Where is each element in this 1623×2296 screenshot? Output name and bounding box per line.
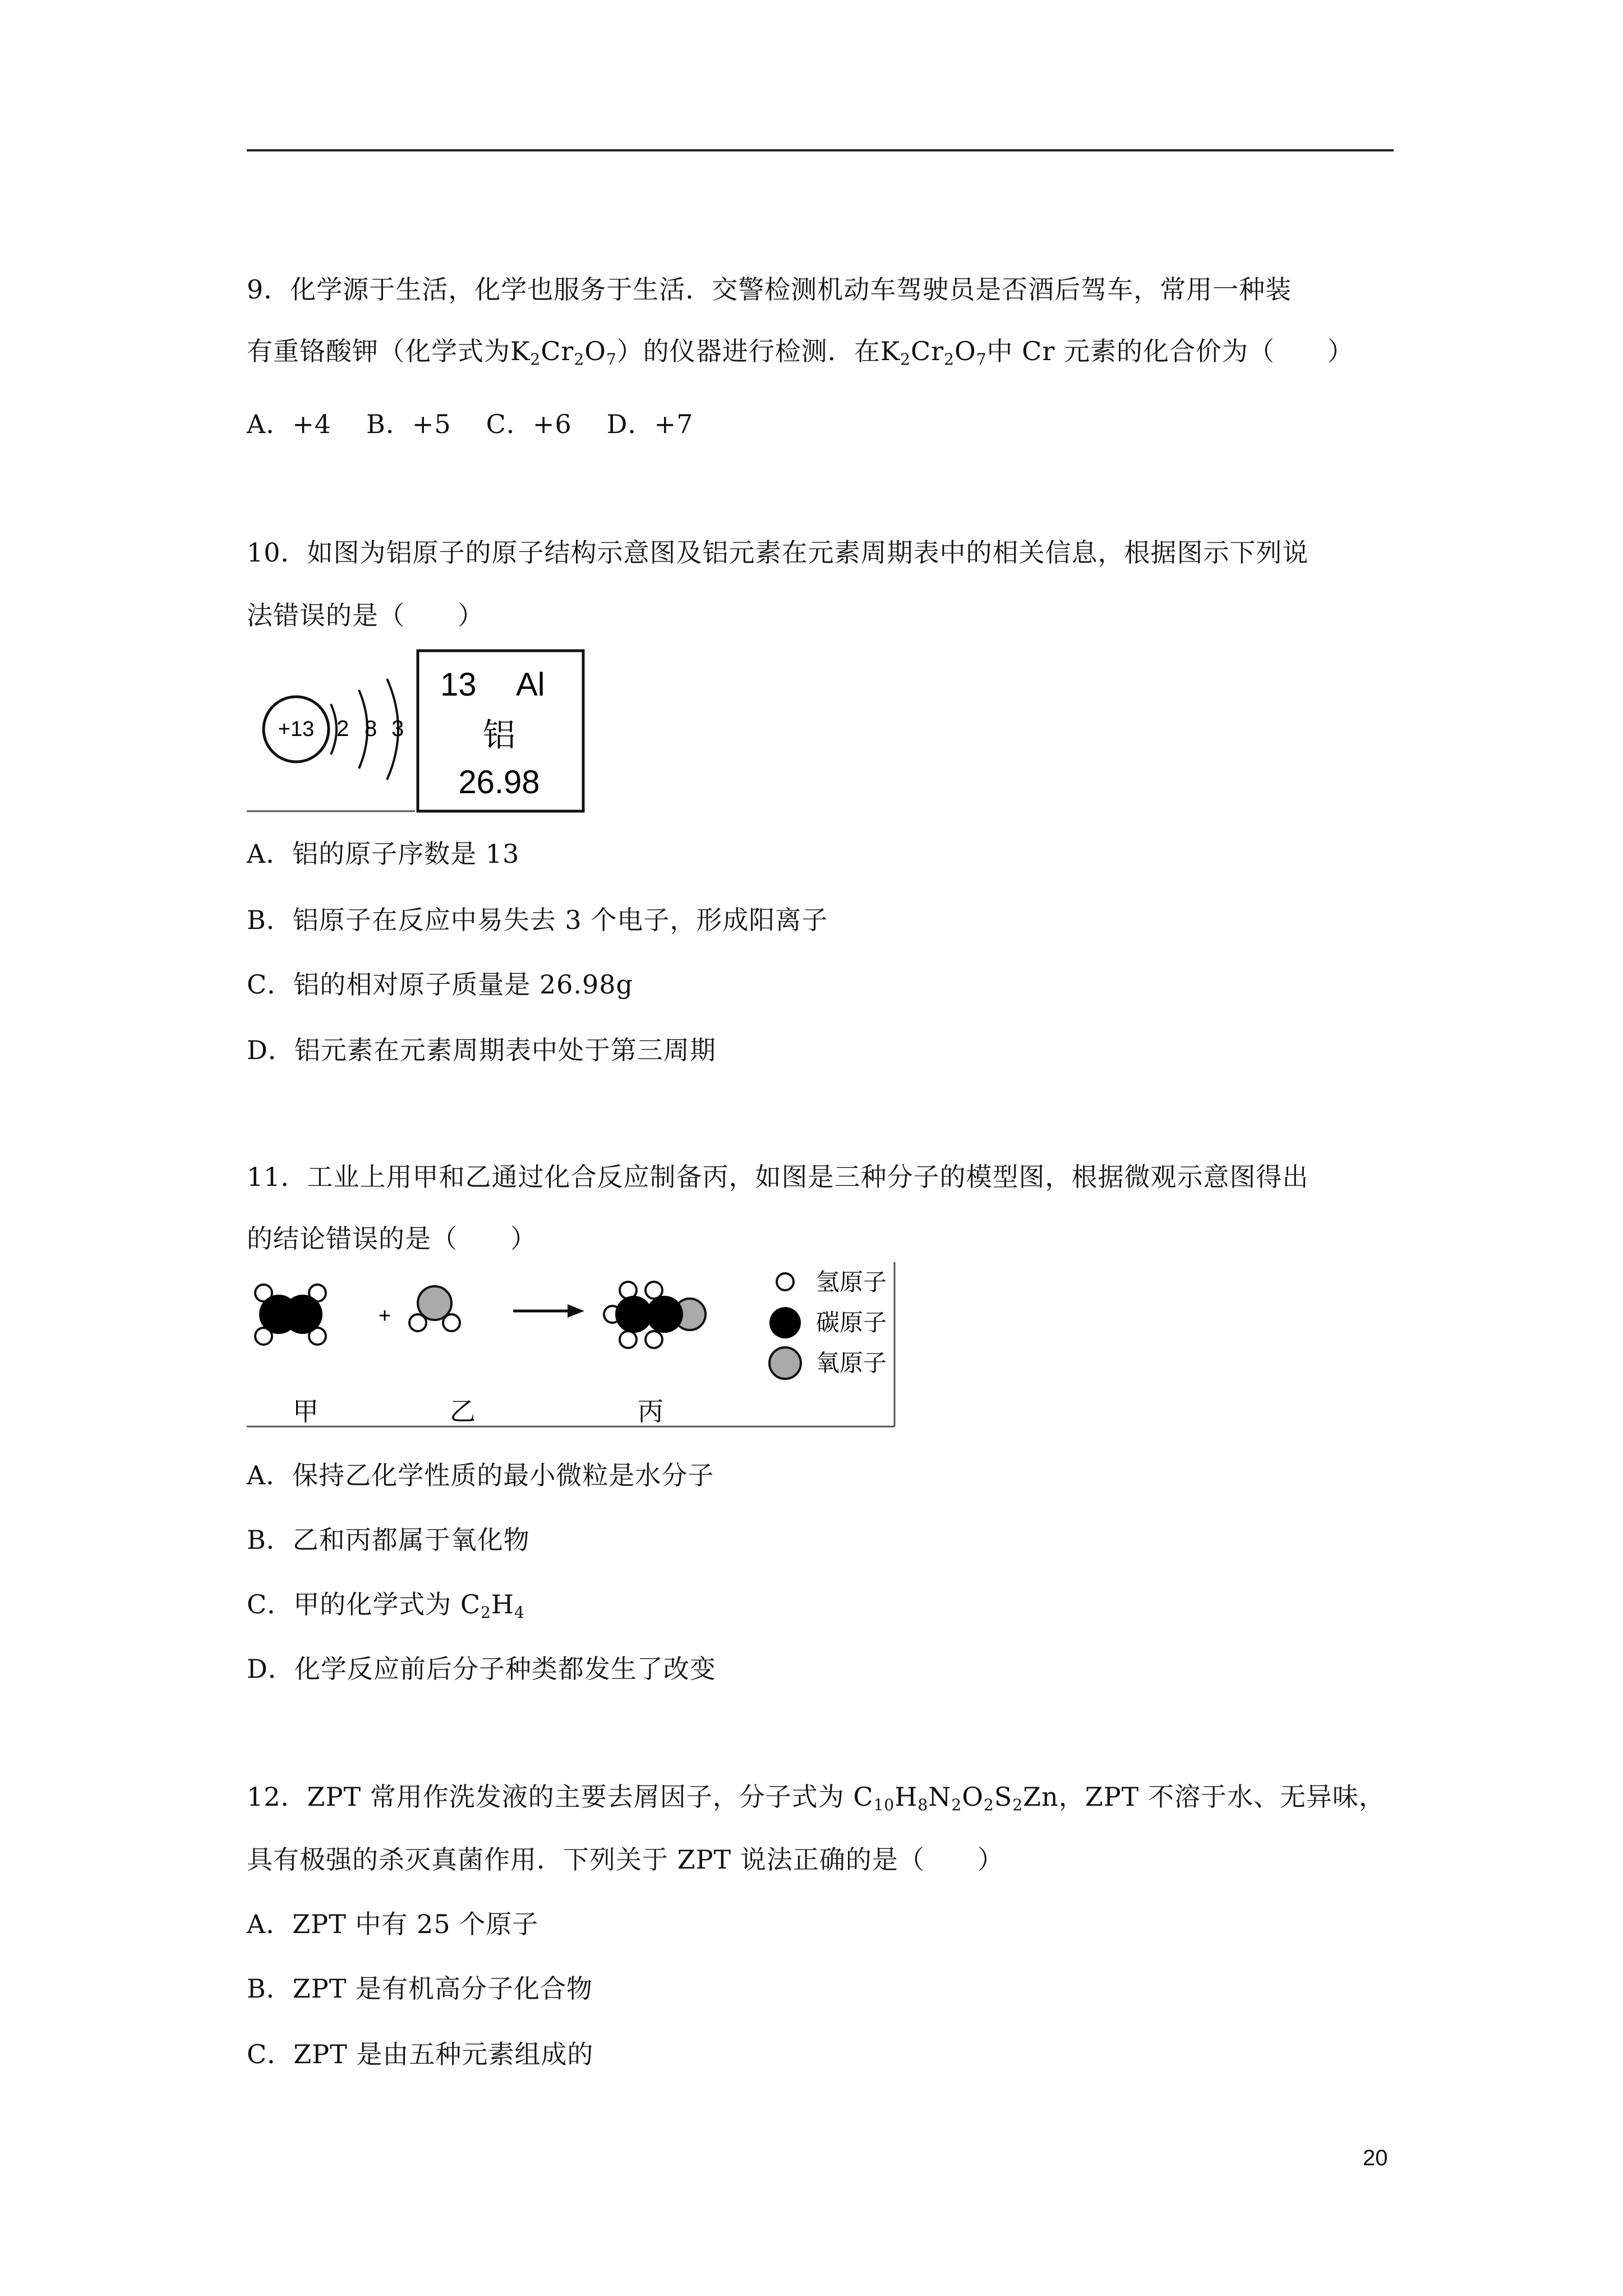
nucleus-charge: +13 (278, 717, 315, 741)
q9-option-c[interactable]: C．+6 (486, 409, 572, 439)
hydrogen-atom (645, 1282, 662, 1299)
q11-option-c[interactable]: C．甲的化学式为 $C_2H_4$ (247, 1589, 525, 1622)
q12-stem-line2: 具有极强的杀灭真菌作用．下列关于 ZPT 说法正确的是（ ） (247, 1844, 1004, 1875)
atomic-number: 13 (440, 666, 477, 703)
q11-option-a[interactable]: A．保持乙化学性质的最小微粒是水分子 (247, 1460, 714, 1490)
q9-option-d[interactable]: D．+7 (606, 409, 694, 439)
q9-option-a[interactable]: A．+4 (247, 409, 332, 439)
legend-oxygen-label: 氧原子 (816, 1350, 887, 1376)
hydrogen-atom (409, 1314, 426, 1331)
q11-stem-line2: 的结论错误的是（ ） (247, 1223, 537, 1254)
q11-option-b[interactable]: B．乙和丙都属于氧化物 (247, 1525, 530, 1555)
reaction-molecule-figure (247, 1262, 897, 1430)
aluminum-atom-figure (247, 645, 594, 813)
q10-option-b[interactable]: B．铝原子在反应中易失去 3 个电子，形成阳离子 (247, 905, 828, 935)
shell-electrons-1: 2 (336, 716, 349, 741)
label-yi: 乙 (450, 1397, 476, 1426)
shell-arc-1 (331, 704, 336, 754)
atom-legend (769, 1269, 887, 1379)
shell-electrons-3: 3 (391, 716, 404, 741)
plus-sign: + (378, 1304, 391, 1328)
formula-k2cr2o7-2: $K_2Cr_2O_7$ (880, 336, 987, 369)
legend-hydrogen-icon (777, 1273, 794, 1290)
carbon-atom (283, 1295, 322, 1334)
molecule-yi (409, 1286, 460, 1331)
q12-option-a[interactable]: A．ZPT 中有 25 个原子 (247, 1909, 539, 1939)
legend-carbon-icon (769, 1307, 801, 1338)
hydrogen-atom (620, 1331, 637, 1348)
element-name: 铝 (482, 717, 516, 753)
q9-stem-line2: 有重铬酸钾（化学式为$K_2Cr_2O_7$）的仪器进行检测．在$K_2Cr_2O_7$中 Cr 元素的化合价为（ ） (247, 336, 1354, 369)
q10-option-c[interactable]: C．铝的相对原子质量是 26.98g (247, 969, 633, 1000)
hydrogen-atom (645, 1331, 662, 1348)
legend-carbon-label: 碳原子 (816, 1309, 887, 1336)
q12-option-b[interactable]: B．ZPT 是有机高分子化合物 (247, 1973, 593, 2004)
header-rule (247, 149, 1394, 151)
reaction-arrow (513, 1304, 584, 1318)
q9-options (247, 407, 728, 441)
label-jia: 甲 (293, 1397, 319, 1426)
atomic-mass: 26.98 (458, 764, 540, 800)
legend-hydrogen-label: 氢原子 (816, 1269, 887, 1295)
q11-option-d[interactable]: D．化学反应前后分子种类都发生了改变 (247, 1654, 716, 1684)
q10-stem-line1: 10．如图为铝原子的原子结构示意图及铝元素在元素周期表中的相关信息，根据图示下列说 (247, 537, 1309, 568)
q10-stem-line2: 法错误的是（ ） (247, 600, 484, 631)
molecule-bing (604, 1282, 706, 1348)
q12-option-c[interactable]: C．ZPT 是由五种元素组成的 (247, 2039, 594, 2069)
formula-c2h4: $C_2H_4$ (460, 1589, 525, 1622)
q9-option-b[interactable]: B．+5 (366, 409, 451, 439)
page-number: 20 (1363, 2146, 1388, 2170)
formula-k2cr2o7: $K_2Cr_2O_7$ (510, 336, 617, 369)
q11-stem-line1: 11．工业上用甲和乙通过化合反应制备丙，如图是三种分子的模型图，根据微观示意图得出 (247, 1162, 1309, 1192)
molecule-jia (255, 1285, 326, 1345)
label-bing: 丙 (638, 1397, 663, 1426)
q12-stem-line1: 12．ZPT 常用作洗发液的主要去屑因子，分子式为 $C_{10}H_8N_2O_2S_2Zn$，ZPT 不溶于水、无异味， (247, 1782, 1385, 1814)
legend-oxygen-icon (769, 1347, 801, 1379)
formula-zpt: $C_{10}H_8N_2O_2S_2Zn$ (853, 1782, 1059, 1814)
q9-stem-line1: 9．化学源于生活，化学也服务于生活．交警检测机动车驾驶员是否酒后驾车，常用一种装 (247, 274, 1292, 305)
element-symbol: Al (516, 666, 545, 703)
hydrogen-atom (443, 1314, 460, 1331)
q10-option-a[interactable]: A．铝的原子序数是 13 (247, 839, 520, 869)
carbon-atom (646, 1296, 683, 1333)
shell-electrons-2: 8 (365, 716, 377, 741)
q10-option-d[interactable]: D．铝元素在元素周期表中处于第三周期 (247, 1035, 716, 1065)
